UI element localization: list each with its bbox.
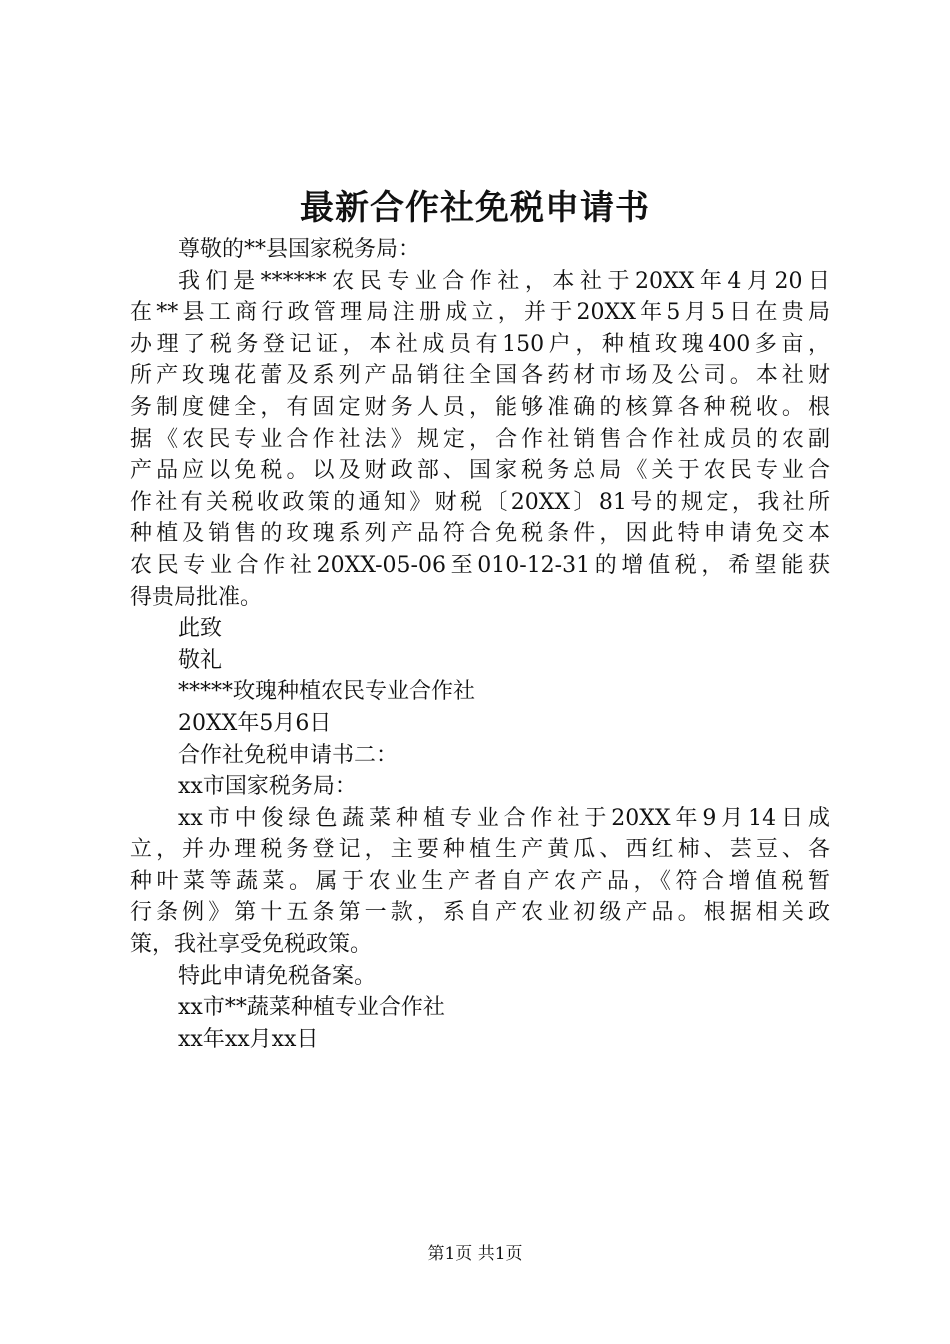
paragraph1-line: 在**县工商行政管理局注册成立，并于20XX年5月5日在贵局 — [130, 300, 830, 326]
closing-ci-zhi: 此致 — [178, 616, 223, 642]
paragraph2-line: xx市中俊绿色蔬菜种植专业合作社于20XX年9月14日成 — [178, 805, 830, 831]
paragraph2-line: 行条例》第十五条第一款，系自产农业初级产品。根据相关政 — [130, 900, 830, 926]
date-first-letter: 20XX年5月6日 — [178, 710, 332, 736]
paragraph1-line: 作社有关税收政策的通知》财税〔20XX〕81号的规定，我社所 — [130, 489, 830, 515]
paragraph2-line: 种叶菜等蔬菜。属于农业生产者自产农产品，《符合增值税暂 — [130, 868, 830, 894]
paragraph1-line: 农民专业合作社20XX-05-06至010-12-31的增值税，希望能获 — [130, 552, 830, 578]
paragraph1-line: 得贵局批准。 — [130, 584, 263, 610]
section2-heading: 合作社免税申请书二： — [178, 742, 399, 768]
salutation-second: xx市国家税务局： — [178, 774, 357, 800]
paragraph1-line: 所产玫瑰花蕾及系列产品销往全国各药材市场及公司。本社财 — [130, 363, 830, 389]
paragraph1-line: 产品应以免税。以及财政部、国家税务总局《关于农民专业合 — [130, 458, 830, 484]
paragraph1-line: 务制度健全，有固定财务人员，能够准确的核算各种税收。根 — [130, 394, 830, 420]
paragraph1-line: 我们是******农民专业合作社，本社于20XX年4月20日 — [178, 268, 830, 294]
paragraph1-line: 种植及销售的玫瑰系列产品符合免税条件，因此特申请免交本 — [130, 521, 830, 547]
signature-rose-cooperative: *****玫瑰种植农民专业合作社 — [178, 679, 476, 705]
paragraph1-line: 据《农民专业合作社法》规定，合作社销售合作社成员的农副 — [130, 426, 830, 452]
request-statement: 特此申请免税备案。 — [178, 963, 377, 989]
signature-vegetable-cooperative: xx市**蔬菜种植专业合作社 — [178, 995, 445, 1021]
closing-jing-li: 敬礼 — [178, 647, 223, 673]
date-second-letter: xx年xx月xx日 — [178, 1026, 319, 1052]
document-body — [130, 234, 830, 1055]
document-title: 最新合作社免税申请书 — [300, 188, 650, 228]
paragraph2-line: 立，并办理税务登记，主要种植生产黄瓜、西红柿、芸豆、各 — [130, 837, 830, 863]
page-number-footer: 第1页 共1页 — [427, 1244, 523, 1264]
paragraph1-line: 办理了税务登记证，本社成员有150户，种植玫瑰400多亩， — [130, 331, 830, 357]
paragraph2-line: 策，我社享受免税政策。 — [130, 932, 373, 958]
salutation: 尊敬的**县国家税务局： — [178, 237, 421, 262]
